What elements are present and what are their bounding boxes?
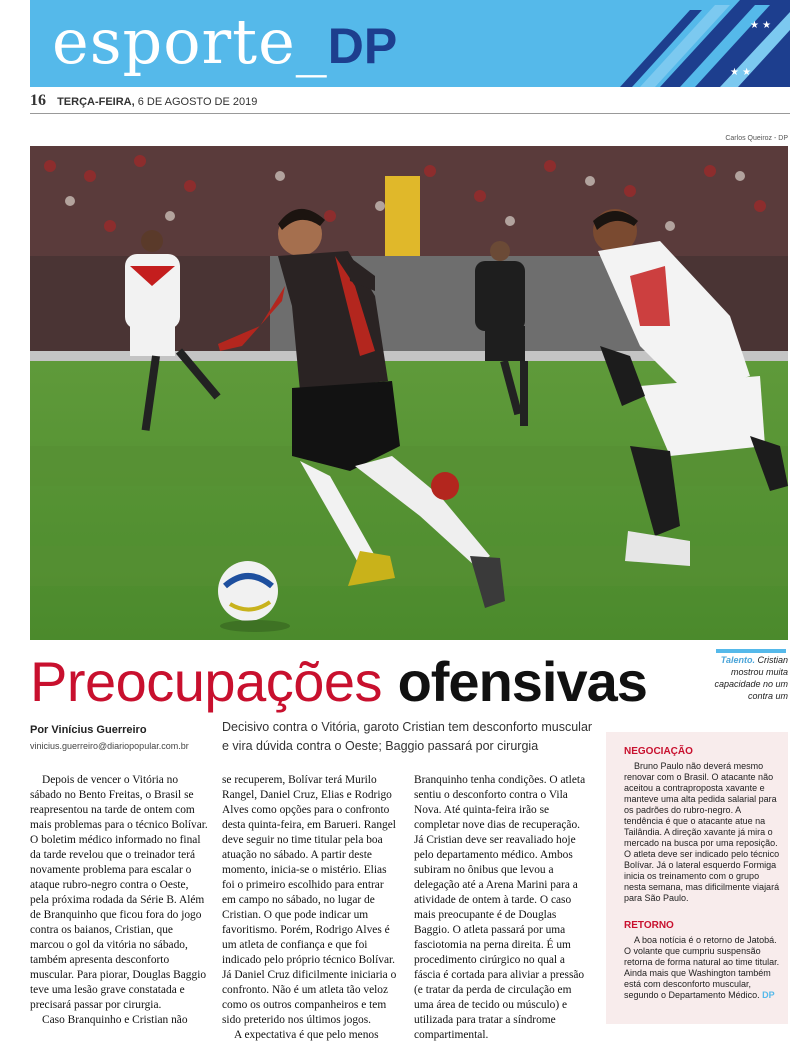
sidebar-box xyxy=(606,732,788,1024)
page-folio xyxy=(30,92,257,110)
caption-lead: Talento. xyxy=(720,655,755,665)
caption-rule xyxy=(716,649,786,653)
byline-email[interactable]: vinicius.guerreiro@diariopopular.com.br xyxy=(30,741,189,751)
headline xyxy=(30,643,647,721)
section-word: esporte_ xyxy=(52,5,328,78)
match-photo-illustration xyxy=(30,146,788,640)
body-column-1 xyxy=(30,773,208,1028)
body-paragraph: Branquinho tenha condições. O atleta sentiu o desconforto contra o Vila Nova. Até quinta-feira irão se completar nove dias de recuperação. Já Cristian deve ser reavaliado hoje pelo departamento médico. Ambos subiram no ônibus que levou a delegação até a Arena Marini para a atividade de ontem à tarde. O caso mais preocupante é de Douglas Baggio. O atleta passará por uma fasciotomia na perna direita. É um procedimento cirúrgico no qual a fáscia é cortada para aliviar a pressão (e tratar da perda de circulação em uma área de tecido ou músculo) e utilizada para tratar a síndrome compartimental. xyxy=(414,774,586,1041)
sidebar-heading-retorno: RETORNO xyxy=(624,920,674,931)
byline-author: Por Vinícius Guerreiro xyxy=(30,724,147,736)
end-mark: DP xyxy=(762,990,775,1000)
headline-bold: ofensivas xyxy=(397,650,647,713)
date: 6 DE AGOSTO DE 2019 xyxy=(137,96,258,108)
section-banner xyxy=(30,0,790,87)
body-paragraph: Depois de vencer o Vitória no sábado no Bento Freitas, o Brasil se reapresentou na tarde de ontem com mais problemas para o técnico Bolívar. O boletim médico informado no final da tarde revelou que o treinador terá novamente problema para escalar o ataque rubro-negro contra o Oeste, pela próxima rodada da Série B. Além de Branquinho que ficou fora do jogo contra os baianos, Cristian, que marcou o gol da vitória no sábado, também apresenta desconforto muscular. Para piorar, Douglas Baggio teve uma lesão grave constatada e precisará passar por cirurgia. xyxy=(30,774,208,1011)
section-title xyxy=(52,2,397,86)
match-photo xyxy=(30,146,788,640)
subheadline: Decisivo contra o Vitória, garoto Cristian tem desconforto muscular e vira dúvida contra o Oeste; Baggio passará por cirurgia xyxy=(222,720,593,753)
page-number: 16 xyxy=(30,92,46,109)
photo-credit: Carlos Queiroz - DP xyxy=(725,135,788,142)
body-paragraph: se recuperem, Bolívar terá Murilo Rangel, Daniel Cruz, Elias e Rodrigo Alves como opções para o confronto desta quinta-feira, em Barueri. Rangel deve seguir no time titular pela boa atuação no sábado. A partir deste momento, inicia-se o mistério. Elias foi o primeiro escolhido para entrar em campo no sábado, no lugar de Cristian. O que pode indicar um favoritismo. Porém, Rodrigo Alves é um atleta de confiança e que foi indicado pelo próprio técnico Bolívar. Já Daniel Cruz dificilmente iniciaria o confronto. Não é um atleta tão veloz como os outros companheiros e tem sido preterido nos últimos jogos. xyxy=(222,774,397,1026)
section-brand: DP xyxy=(327,18,398,74)
svg-text:★ ★: ★ ★ xyxy=(750,20,772,31)
svg-text:★ ★: ★ ★ xyxy=(730,67,752,78)
sidebar-heading-negociacao: NEGOCIAÇÃO xyxy=(624,746,693,757)
body-paragraph: A expectativa é que pelo menos xyxy=(234,1029,379,1041)
sidebar-text-retorno: A boa notícia é o retorno de Jatobá. O volante que cumpriu suspensão retorna de forma natural ao time titular. Ainda mais que Washington também está com desconforto muscular, segundo o Departamento Médico. DP xyxy=(624,935,780,1000)
headline-light: Preocupações xyxy=(30,650,383,713)
stripes-decoration xyxy=(580,0,790,87)
body-paragraph: Caso Branquinho e Cristian não xyxy=(42,1014,188,1026)
caption-text: Cristian mostrou muita capacidade no um contra um xyxy=(714,655,788,701)
weekday: TERÇA-FEIRA, xyxy=(57,96,135,108)
sidebar-text-negociacao: Bruno Paulo não deverá mesmo renovar com o Brasil. O atacante não aceitou a contraproposta xavante e manteve uma alta pedida salarial para os padrões do rubro-negro. A tendência é que o atacante atue na Tailândia. A direção xavante já mira o mercado na busca por uma reposição. O atleta deve ser indicado pelo técnico Bolívar. Já o lateral esquerdo Formiga inicia os treinamento com o grupo nesta semana, mas dificilmente viajará para São Paulo. xyxy=(624,761,780,903)
folio-divider xyxy=(30,113,790,114)
body-column-2 xyxy=(222,773,400,1043)
body-column-3 xyxy=(414,773,592,1043)
photo-caption xyxy=(706,654,788,702)
